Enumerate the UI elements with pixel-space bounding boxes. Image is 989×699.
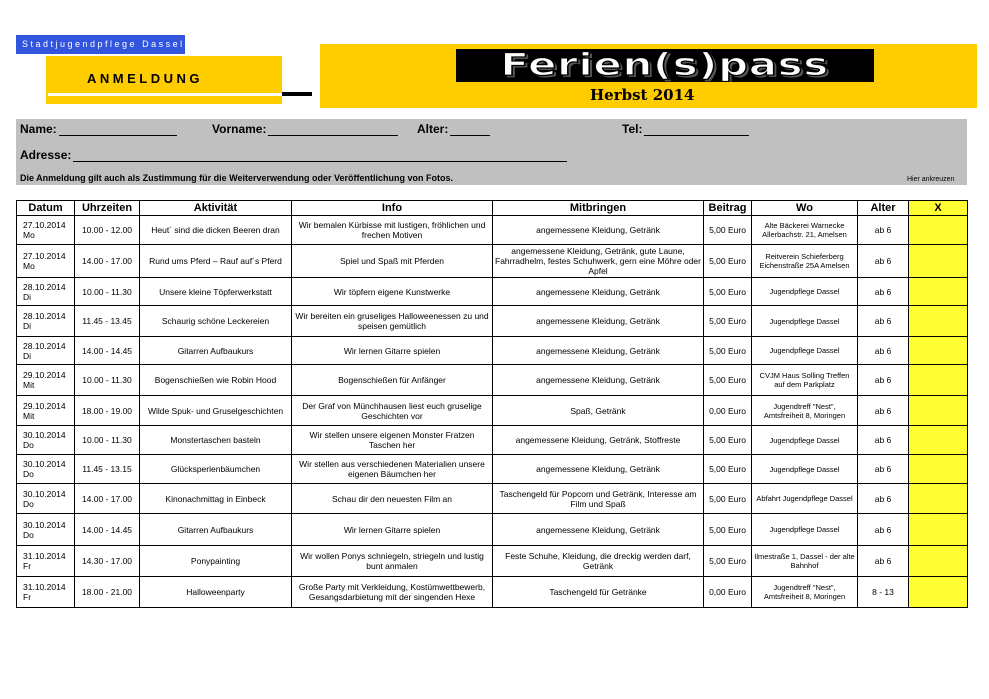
- info-text: Wir wollen Ponys schniegeln, striegeln und lustig bunt anmalen: [300, 551, 484, 571]
- bring-cell: [493, 245, 704, 278]
- fee-cell: [704, 484, 752, 514]
- organization-tag: Stadtjugendpflege Dassel: [16, 35, 185, 54]
- adresse-field[interactable]: [20, 148, 567, 162]
- age-cell: [858, 278, 909, 306]
- date-cell: [17, 216, 75, 245]
- place-cell: [752, 365, 858, 396]
- bring-cell: [493, 484, 704, 514]
- header-select: X: [909, 201, 968, 216]
- day-text: Do: [23, 498, 34, 509]
- info-text: Bogenschießen für Anfänger: [338, 375, 446, 385]
- vorname-line[interactable]: [268, 123, 398, 136]
- age-text: ab 6: [874, 405, 892, 416]
- tel-line[interactable]: [644, 123, 749, 136]
- place-cell: [752, 278, 858, 306]
- select-cell[interactable]: [909, 396, 968, 426]
- table-row: [17, 546, 968, 577]
- select-cell[interactable]: [909, 365, 968, 396]
- activity-cell: [140, 278, 292, 306]
- time-text: 14.00 - 14.45: [81, 345, 133, 356]
- bring-cell: [493, 306, 704, 337]
- name-label: Name:: [20, 122, 57, 136]
- date-cell: [17, 396, 75, 426]
- name-field[interactable]: [20, 122, 177, 136]
- bring-cell: [493, 216, 704, 245]
- age-text: ab 6: [874, 524, 892, 535]
- age-cell: [858, 455, 909, 484]
- adresse-line[interactable]: [73, 149, 567, 162]
- activity-cell: [140, 365, 292, 396]
- time-text: 10.00 - 11.30: [82, 286, 132, 297]
- activity-cell: [140, 337, 292, 365]
- time-cell: [75, 426, 140, 455]
- age-cell: [858, 426, 909, 455]
- alter-field[interactable]: [417, 122, 490, 136]
- day-text: Do: [23, 529, 34, 540]
- info-text: Wir bemalen Kürbisse mit lustigen, fröhlichen und frechen Motiven: [298, 220, 486, 240]
- age-cell: [858, 484, 909, 514]
- date-cell: [17, 484, 75, 514]
- table-row: [17, 278, 968, 306]
- select-cell[interactable]: [909, 245, 968, 278]
- time-cell: [75, 337, 140, 365]
- fee-cell: [704, 546, 752, 577]
- info-cell: [292, 455, 493, 484]
- table-row: [17, 484, 968, 514]
- bring-cell: [493, 337, 704, 365]
- fee-cell: [704, 216, 752, 245]
- bring-cell: [493, 514, 704, 546]
- time-text: 18.00 - 19.00: [81, 405, 133, 416]
- age-text: 8 - 13: [872, 587, 894, 597]
- fee-cell: [704, 365, 752, 396]
- date-cell: [17, 337, 75, 365]
- date-text: 30.10.2014: [23, 430, 66, 440]
- date-text: 31.10.2014: [23, 551, 66, 561]
- date-text: 28.10.2014: [23, 311, 66, 321]
- table-row: [17, 577, 968, 608]
- logo-text: Ferien(s)pass: [500, 49, 830, 82]
- time-text: 11.45 - 13.45: [82, 316, 132, 326]
- day-text: Fr: [23, 592, 32, 602]
- bring-cell: [493, 426, 704, 455]
- place-cell: [752, 216, 858, 245]
- time-cell: [75, 278, 140, 306]
- bring-text: Taschengeld für Popcorn und Getränk, Interesse am Film und Spaß: [499, 488, 697, 509]
- info-text: Wir töpfern eigene Kunstwerke: [333, 286, 451, 297]
- table-row: [17, 216, 968, 245]
- bring-cell: [493, 396, 704, 426]
- select-cell[interactable]: [909, 546, 968, 577]
- bring-text: angemessene Kleidung, Getränk: [536, 225, 660, 235]
- fee-text: 5,00 Euro: [709, 435, 746, 445]
- activity-cell: [140, 455, 292, 484]
- table-row: [17, 426, 968, 455]
- fee-cell: [704, 396, 752, 426]
- activity-text: Gitarren Aufbaukurs: [177, 524, 254, 535]
- alter-label: Alter:: [417, 122, 449, 136]
- info-cell: [292, 396, 493, 426]
- day-text: Mit: [23, 380, 35, 390]
- time-cell: [75, 306, 140, 337]
- fee-text: 0,00 Euro: [709, 587, 746, 597]
- fee-text: 5,00 Euro: [709, 375, 746, 385]
- select-cell[interactable]: [909, 577, 968, 608]
- age-cell: [858, 365, 909, 396]
- age-cell: [858, 245, 909, 278]
- place-cell: [752, 577, 858, 608]
- select-cell[interactable]: [909, 514, 968, 546]
- bring-text: Feste Schuhe, Kleidung, die dreckig werden darf, Getränk: [505, 551, 691, 571]
- date-cell: [17, 245, 75, 278]
- info-text: Wir stellen aus verschiedenen Materialien unsere eigenen Bäumchen her: [299, 459, 485, 479]
- day-text: Mit: [23, 410, 35, 421]
- fee-cell: [704, 337, 752, 365]
- fee-cell: [704, 306, 752, 337]
- date-cell: [17, 514, 75, 546]
- date-cell: [17, 278, 75, 306]
- place-cell: [752, 484, 858, 514]
- time-text: 14.00 - 17.00: [81, 493, 133, 504]
- day-text: Di: [23, 321, 32, 331]
- bring-cell: [493, 455, 704, 484]
- activity-text: Wilde Spuk- und Gruselgeschichten: [147, 405, 284, 416]
- place-cell: [752, 546, 858, 577]
- time-cell: [75, 546, 140, 577]
- activity-cell: [140, 514, 292, 546]
- bring-text: angemessene Kleidung, Getränk, Stoffreste: [515, 435, 681, 445]
- place-text: Ilmestraße 1, Dassel - der alte Bahnhof: [754, 552, 855, 570]
- date-cell: [17, 546, 75, 577]
- date-text: 31.10.2014: [23, 582, 66, 592]
- activity-text: Gitarren Aufbaukurs: [177, 345, 254, 356]
- time-cell: [75, 396, 140, 426]
- date-cell: [17, 306, 75, 337]
- select-cell[interactable]: [909, 306, 968, 337]
- time-text: 10.00 - 11.30: [82, 375, 132, 385]
- age-text: ab 6: [874, 225, 892, 235]
- time-text: 10.00 - 11.30: [82, 435, 132, 445]
- header-beitrag: Beitrag: [704, 201, 752, 216]
- activity-text: Monstertaschen basteln: [170, 435, 261, 445]
- time-cell: [75, 514, 140, 546]
- day-text: Mo: [23, 230, 35, 240]
- place-cell: [752, 455, 858, 484]
- select-cell[interactable]: [909, 337, 968, 365]
- day-text: Do: [23, 440, 34, 450]
- season-title: Herbst 2014: [590, 86, 695, 104]
- info-text: Schau dir den neuesten Film an: [331, 493, 453, 504]
- date-text: 30.10.2014: [23, 459, 66, 469]
- place-cell: [752, 396, 858, 426]
- day-text: Do: [23, 469, 34, 479]
- bring-cell: [493, 577, 704, 608]
- date-cell: [17, 426, 75, 455]
- time-cell: [75, 245, 140, 278]
- age-text: ab 6: [874, 435, 892, 445]
- time-text: 14.00 - 14.45: [81, 524, 133, 535]
- age-text: ab 6: [874, 556, 892, 566]
- age-text: ab 6: [874, 493, 892, 504]
- age-cell: [858, 514, 909, 546]
- date-text: 28.10.2014: [23, 281, 66, 292]
- fee-text: 5,00 Euro: [709, 464, 746, 474]
- fee-text: 5,00 Euro: [709, 316, 746, 326]
- tel-label: Tel:: [622, 122, 643, 136]
- place-cell: [752, 245, 858, 278]
- fee-cell: [704, 455, 752, 484]
- info-cell: [292, 365, 493, 396]
- registration-title: ANMELDUNG: [87, 71, 203, 86]
- info-cell: [292, 216, 493, 245]
- info-cell: [292, 546, 493, 577]
- age-text: ab 6: [874, 286, 892, 297]
- bring-text: Spaß, Getränk: [570, 405, 626, 416]
- time-cell: [75, 455, 140, 484]
- place-text: Jugendtreff "Nest", Amtsfreiheit 8, Moringen: [763, 583, 846, 601]
- activity-text: Bogenschießen wie Robin Hood: [154, 375, 277, 385]
- date-cell: [17, 577, 75, 608]
- date-cell: [17, 365, 75, 396]
- place-text: Jugendpflege Dassel: [769, 346, 840, 355]
- bring-text: angemessene Kleidung, Getränk, gute Laune, Fahrradhelm, festes Schuhwerk, gern eine Möhre oder Apfel: [495, 246, 701, 276]
- date-text: 29.10.2014: [23, 400, 66, 411]
- info-cell: [292, 306, 493, 337]
- bring-text: angemessene Kleidung, Getränk: [536, 375, 660, 385]
- place-text: Alte Bäckerei Warnecke Allerbachstr. 21, Amelsen: [762, 221, 847, 239]
- info-cell: [292, 245, 493, 278]
- bring-cell: [493, 546, 704, 577]
- age-text: ab 6: [874, 316, 892, 326]
- registration-dash: [282, 92, 312, 96]
- age-text: ab 6: [874, 256, 892, 266]
- time-cell: [75, 577, 140, 608]
- header-wo: Wo: [752, 201, 858, 216]
- age-cell: [858, 337, 909, 365]
- bring-text: Taschengeld für Getränke: [549, 587, 647, 597]
- age-cell: [858, 546, 909, 577]
- activity-table: [16, 200, 968, 608]
- bring-text: angemessene Kleidung, Getränk: [536, 316, 660, 326]
- activity-cell: [140, 426, 292, 455]
- info-cell: [292, 426, 493, 455]
- select-cell[interactable]: [909, 216, 968, 245]
- place-text: Jugendpflege Dassel: [769, 316, 840, 326]
- table-header-row: [17, 201, 968, 216]
- table-row: [17, 455, 968, 484]
- info-cell: [292, 514, 493, 546]
- day-text: Fr: [23, 561, 32, 571]
- table-row: [17, 514, 968, 546]
- activity-cell: [140, 396, 292, 426]
- header-alter: Alter: [858, 201, 909, 216]
- info-text: Wir lernen Gitarre spielen: [343, 345, 441, 356]
- activity-text: Schaurig schöne Leckereien: [161, 316, 270, 326]
- age-cell: [858, 306, 909, 337]
- info-text: Wir stellen unsere eigenen Monster Fratzen Taschen her: [309, 430, 475, 450]
- time-cell: [75, 365, 140, 396]
- info-text: Der Graf von Münchhausen liest euch gruselige Geschichten vor: [302, 400, 482, 421]
- info-text: Wir bereiten ein gruseliges Halloweenessen zu und speisen gemütlich: [295, 311, 489, 331]
- place-text: Jugendpflege Dassel: [769, 287, 840, 296]
- table-row: [17, 396, 968, 426]
- activity-text: Halloweenparty: [186, 587, 245, 597]
- place-cell: [752, 426, 858, 455]
- bring-cell: [493, 278, 704, 306]
- activity-text: Heut´ sind die dicken Beeren dran: [151, 225, 280, 235]
- name-line[interactable]: [59, 123, 177, 136]
- alter-line[interactable]: [450, 123, 490, 136]
- place-text: CVJM Haus Solling Treffen auf dem Parkplatz: [759, 371, 850, 389]
- fee-text: 5,00 Euro: [709, 556, 746, 566]
- place-text: Abfahrt Jugendpflege Dassel: [756, 494, 853, 503]
- bring-text: angemessene Kleidung, Getränk: [536, 345, 660, 356]
- fee-text: 5,00 Euro: [709, 524, 746, 535]
- select-cell[interactable]: [909, 455, 968, 484]
- info-text: Spiel und Spaß mit Pferden: [340, 256, 444, 266]
- fee-cell: [704, 278, 752, 306]
- vorname-label: Vorname:: [212, 122, 267, 136]
- time-text: 18.00 - 21.00: [81, 587, 133, 597]
- bring-text: angemessene Kleidung, Getränk: [536, 464, 660, 474]
- fee-cell: [704, 577, 752, 608]
- ferienpass-logo: [456, 49, 874, 82]
- activity-cell: [140, 306, 292, 337]
- tick-here-note: Hier ankreuzen: [907, 176, 955, 183]
- bring-text: angemessene Kleidung, Getränk: [536, 286, 660, 297]
- info-cell: [292, 278, 493, 306]
- fee-text: 5,00 Euro: [709, 345, 746, 356]
- activity-cell: [140, 577, 292, 608]
- registration-underline: [48, 93, 282, 96]
- age-text: ab 6: [874, 345, 892, 356]
- time-text: 14.30 - 17.00: [81, 556, 133, 566]
- header-mitbringen: Mitbringen: [493, 201, 704, 216]
- date-text: 27.10.2014: [23, 220, 66, 230]
- info-text: Wir lernen Gitarre spielen: [343, 524, 441, 535]
- time-cell: [75, 484, 140, 514]
- time-text: 14.00 - 17.00: [81, 256, 133, 266]
- adresse-label: Adresse:: [20, 148, 72, 162]
- activity-text: Rund ums Pferd – Rauf auf´s Pferd: [149, 256, 282, 266]
- time-cell: [75, 216, 140, 245]
- bring-cell: [493, 365, 704, 396]
- header-aktivitaet: Aktivität: [140, 201, 292, 216]
- time-text: 10.00 - 12.00: [81, 225, 133, 235]
- fee-text: 5,00 Euro: [709, 225, 746, 235]
- header-info: Info: [292, 201, 493, 216]
- activity-cell: [140, 245, 292, 278]
- place-text: Jugendpflege Dassel: [769, 525, 840, 534]
- age-cell: [858, 396, 909, 426]
- date-text: 29.10.2014: [23, 370, 66, 380]
- info-cell: [292, 337, 493, 365]
- table-row: [17, 306, 968, 337]
- table-row: [17, 365, 968, 396]
- info-text: Große Party mit Verkleidung, Kostümwettbewerb, Gesangsdarbietung mit der singenden Hexe: [298, 582, 486, 602]
- photo-consent-note: Die Anmeldung gilt auch als Zustimmung für die Weiterverwendung oder Veröffentlichung von Fotos.: [20, 173, 454, 183]
- day-text: Di: [23, 291, 32, 302]
- date-text: 30.10.2014: [23, 488, 66, 499]
- select-cell[interactable]: [909, 426, 968, 455]
- header-datum: Datum: [17, 201, 75, 216]
- activity-cell: [140, 484, 292, 514]
- fee-cell: [704, 426, 752, 455]
- activity-text: Kinonachmittag in Einbeck: [165, 493, 266, 504]
- select-cell[interactable]: [909, 484, 968, 514]
- activity-cell: [140, 546, 292, 577]
- fee-text: 5,00 Euro: [709, 493, 746, 504]
- day-text: Di: [23, 350, 32, 361]
- date-text: 28.10.2014: [23, 340, 66, 351]
- place-text: Jugendpflege Dassel: [769, 464, 840, 474]
- age-text: ab 6: [874, 464, 892, 474]
- header-uhrzeiten: Uhrzeiten: [75, 201, 140, 216]
- place-cell: [752, 306, 858, 337]
- fee-text: 5,00 Euro: [709, 256, 746, 266]
- table-row: [17, 337, 968, 365]
- fee-cell: [704, 514, 752, 546]
- age-cell: [858, 216, 909, 245]
- day-text: Mo: [23, 261, 35, 271]
- activity-text: Glücksperlenbäumchen: [170, 464, 261, 474]
- age-text: ab 6: [874, 375, 892, 385]
- fee-text: 0,00 Euro: [709, 405, 746, 416]
- place-text: Reitverein Schieferberg Eichenstraße 25A Amelsen: [759, 252, 850, 270]
- place-text: Jugendtreff "Nest", Amtsfreiheit 8, Moringen: [763, 401, 846, 420]
- tel-field[interactable]: [622, 122, 749, 136]
- info-cell: [292, 577, 493, 608]
- place-text: Jugendpflege Dassel: [769, 435, 840, 445]
- info-cell: [292, 484, 493, 514]
- activity-cell: [140, 216, 292, 245]
- select-cell[interactable]: [909, 278, 968, 306]
- age-cell: [858, 577, 909, 608]
- place-cell: [752, 514, 858, 546]
- fee-text: 5,00 Euro: [709, 286, 746, 297]
- vorname-field[interactable]: [212, 122, 398, 136]
- place-cell: [752, 337, 858, 365]
- date-text: 30.10.2014: [23, 519, 66, 530]
- date-text: 27.10.2014: [23, 251, 66, 261]
- time-text: 11.45 - 13.15: [82, 464, 132, 474]
- activity-text: Ponypainting: [190, 556, 241, 566]
- bring-text: angemessene Kleidung, Getränk: [536, 524, 660, 535]
- fee-cell: [704, 245, 752, 278]
- table-row: [17, 245, 968, 278]
- date-cell: [17, 455, 75, 484]
- activity-text: Unsere kleine Töpferwerkstatt: [159, 286, 272, 297]
